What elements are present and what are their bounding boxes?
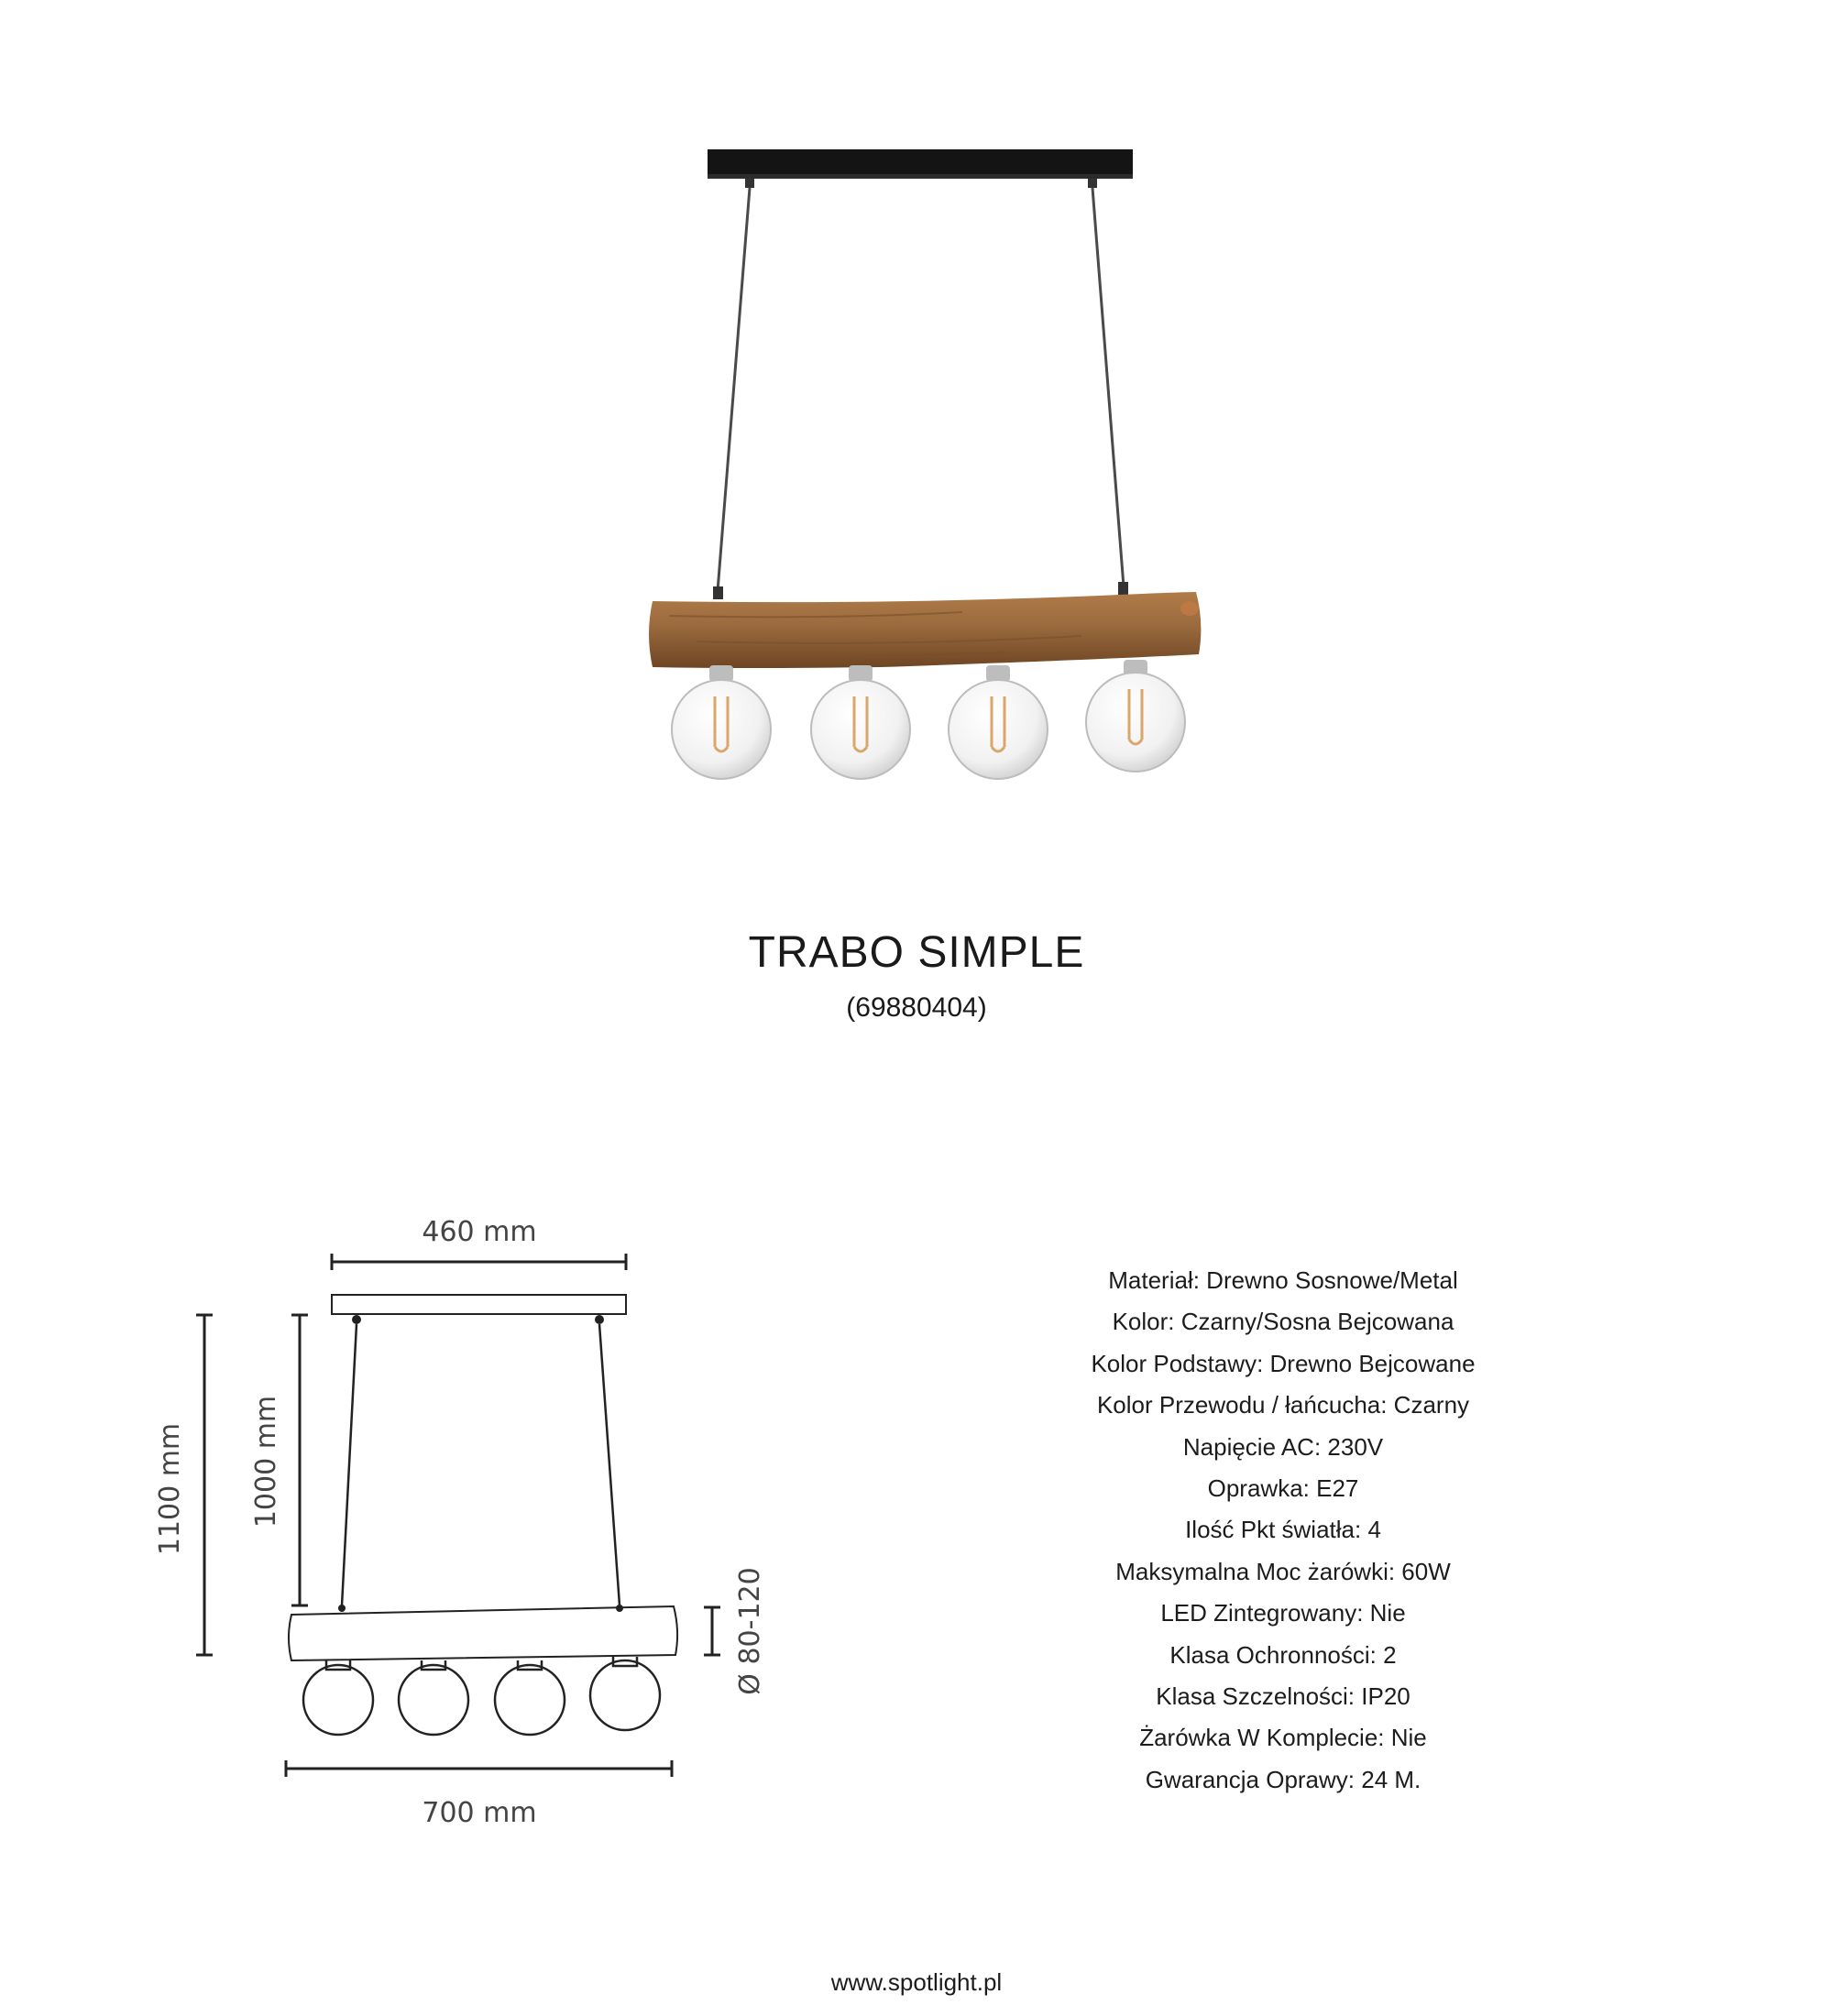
spec-light-points: Ilość Pkt światła: 4 <box>1185 1516 1381 1544</box>
spec-material: Materiał: Drewno Sosnowe/Metal <box>1108 1266 1458 1294</box>
bulb-3 <box>949 665 1048 779</box>
spec-bulb-included: Żarówka W Komplecie: Nie <box>1139 1724 1427 1752</box>
footer-website: www.spotlight.pl <box>830 1968 1003 1996</box>
total-height-label: 1100 mm <box>154 1422 186 1556</box>
product-code: (69880404) <box>846 992 987 1023</box>
spec-base-color: Kolor Podstawy: Drewno Bejcowane <box>1091 1349 1476 1377</box>
title-block <box>0 926 1833 1028</box>
dimension-drawing <box>0 1191 916 1879</box>
drawing-cable-right <box>599 1324 620 1605</box>
bulb-1 <box>672 665 771 779</box>
spec-max-power: Maksymalna Moc żarówki: 60W <box>1115 1557 1451 1585</box>
spec-cable-color: Kolor Przewodu / łańcucha: Czarny <box>1096 1391 1470 1419</box>
top-width-label: 460 mm <box>422 1216 537 1248</box>
beam-diameter-label: Ø 80-120 <box>734 1567 766 1695</box>
bulb-4 <box>1086 660 1185 772</box>
spec-voltage: Napięcie AC: 230V <box>1182 1432 1384 1461</box>
drawing-canopy <box>332 1295 626 1314</box>
spec-socket: Oprawka: E27 <box>1207 1474 1359 1502</box>
specs-list <box>1008 1260 1558 1801</box>
product-photo <box>0 0 1833 825</box>
drawing-cable-left <box>342 1324 357 1605</box>
cable-left <box>718 188 750 591</box>
canopy <box>708 149 1133 177</box>
spec-led: LED Zintegrowany: Nie <box>1160 1599 1406 1627</box>
bulb-2 <box>811 665 910 779</box>
beam-length-label: 700 mm <box>422 1797 537 1829</box>
cable-height-label: 1000 mm <box>250 1395 282 1528</box>
cable-right <box>1092 188 1124 586</box>
drawing-bulbs <box>303 1657 660 1735</box>
drawing-beam <box>289 1606 677 1660</box>
spec-warranty: Gwarancja Oprawy: 24 M. <box>1145 1765 1421 1793</box>
spec-color: Kolor: Czarny/Sosna Bejcowana <box>1112 1308 1454 1336</box>
product-name: TRABO SIMPLE <box>748 928 1085 977</box>
spec-ip-rating: Klasa Szczelności: IP20 <box>1156 1682 1410 1710</box>
spec-protection-class: Klasa Ochronności: 2 <box>1169 1640 1397 1669</box>
